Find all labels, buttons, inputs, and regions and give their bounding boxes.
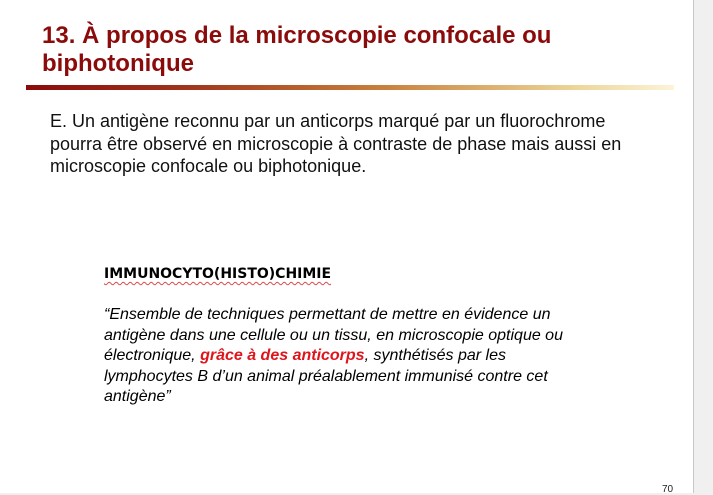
- slide-title: 13. À propos de la microscopie confocale ou biphotonique: [42, 22, 552, 77]
- definition-quote: [104, 305, 584, 408]
- title-divider: [26, 85, 674, 90]
- definition-emphasis: grâce à des anticorps: [200, 347, 365, 364]
- definition-text-start: “Ensemble de techniques permettant de mettre en évidence un antigène dans une cellule ou un tissu, en microscopie optique ou électronique,: [104, 306, 563, 364]
- definition-heading: IMMUNOCYTO(HISTO)CHIMIE: [104, 266, 332, 282]
- page-number: 70: [662, 484, 674, 495]
- question-text: E. Un antigène reconnu par un anticorps marqué par un fluorochrome pourra être observé en microscopie à contraste de phase mais aussi en microscopie confocale ou biphotonique.: [50, 111, 622, 176]
- definition-text-end: , synthétisés par les lymphocytes B d’un animal préalablement immunisé contre cet antigène”: [104, 347, 548, 405]
